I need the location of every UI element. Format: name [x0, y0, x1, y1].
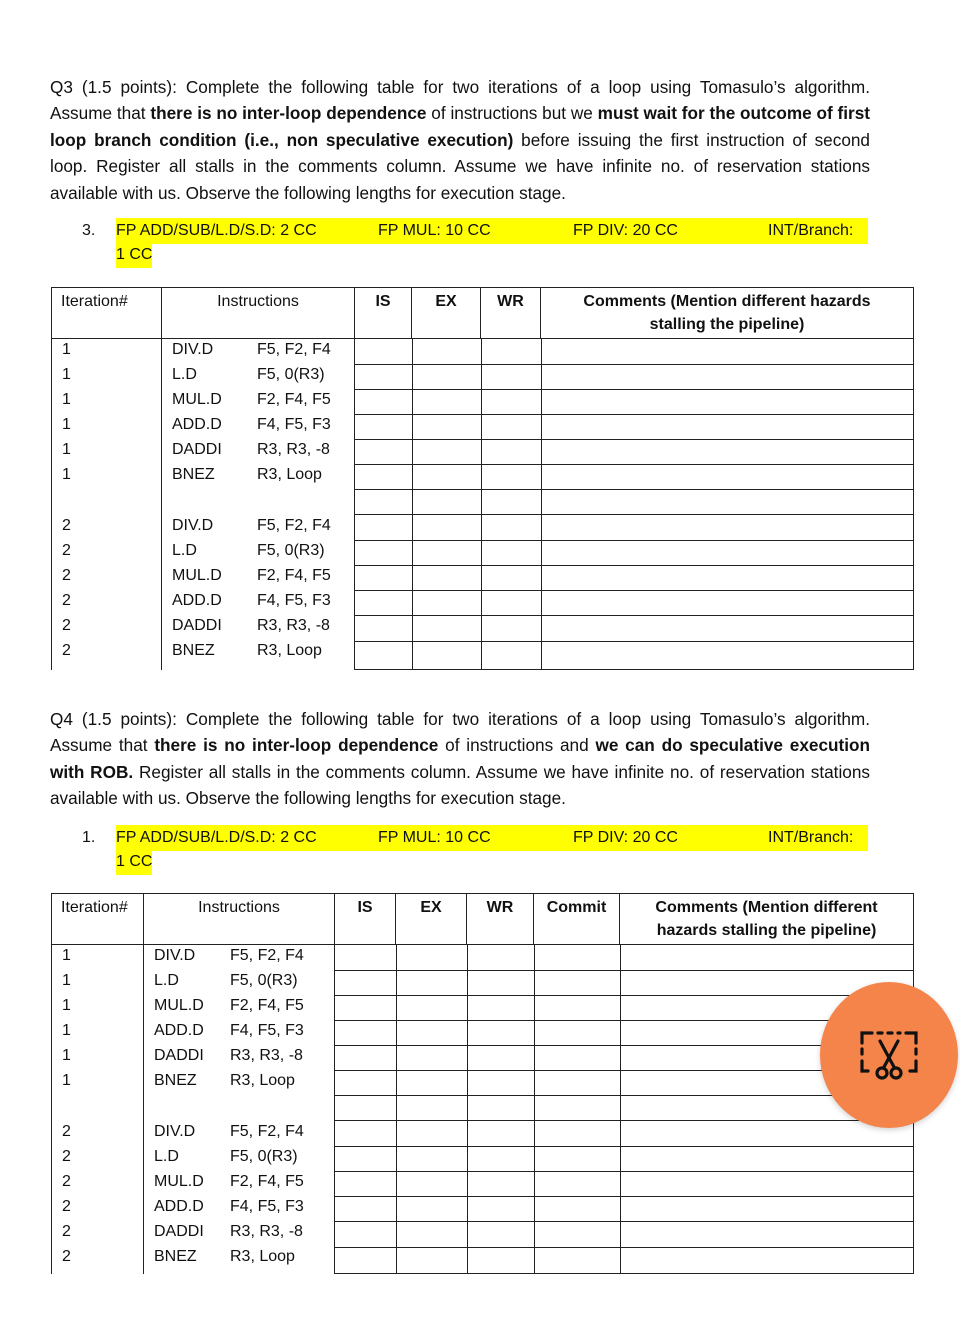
q4-paragraph: Q4 (1.5 points): Complete the following table for two iterations of a loop using Tomasulo’s algorithm. Assume that there is no inter-loop dependence of instructions and we can do speculative execution with ROB. Register all stalls in the comments column. Assume we have infinite no. of reservation stations available with us. Observe the following lengths for execution stage. — [50, 709, 871, 809]
q3-fp-mul-length: FP MUL: 10 CC — [378, 222, 491, 239]
q3-table: Iteration# Instructions IS EX WR Comments (Mention different hazards stalling the pipeline) 1 1 1 1 1 1 2 2 2 2 2 2 DIV.D F5, F2, F4 L.D F5, 0(R3) MUL.D F2, F4, F5 ADD.D F4, F5, F3 DADDI R3, R3, -8 BNEZ R3, Loop DIV.D F5, F2, F4 L.D F5, 0(R3) MUL.D F2, F4, F5 ADD.D F4, F5, F3 DADDI R3, R3, -8 BNEZ R3, Loop — [51, 287, 914, 670]
col-iteration: Iteration# — [52, 288, 162, 339]
col-is: IS — [357, 899, 373, 916]
col-is: IS — [375, 293, 391, 310]
q4-fp-add-length: FP ADD/SUB/L.D/S.D: 2 CC — [116, 829, 317, 846]
col-instructions: Instructions — [144, 894, 335, 945]
col-ex: EX — [420, 899, 442, 916]
col-comments: Comments (Mention different hazards stalling the pipeline) — [620, 894, 914, 945]
col-comments: Comments (Mention different hazards stalling the pipeline) — [541, 288, 914, 339]
col-iteration: Iteration# — [52, 894, 144, 945]
scissors-crop-icon — [858, 1027, 920, 1083]
col-ex: EX — [435, 293, 457, 310]
col-wr: WR — [486, 899, 514, 916]
q3-paragraph: Q3 (1.5 points): Complete the following table for two iterations of a loop using Tomasulo’s algorithm. Assume that there is no inter-loop dependence of instructions but we must wait for the outcome of first loop branch condition (i.e., non speculative execution) before issuing the first instruction of second loop. Register all stalls in the comments column. Assume we have infinite no. of reservation stations available with us. Observe the following lengths for execution stage. — [50, 77, 871, 203]
q4-label: Q4 (1.5 points): — [50, 709, 177, 729]
q4-fp-div-length: FP DIV: 20 CC — [573, 829, 678, 846]
q4-int-branch-length: INT/Branch: — [768, 829, 854, 846]
q3-fp-add-length: FP ADD/SUB/L.D/S.D: 2 CC — [116, 222, 317, 239]
q3-int-branch-length: INT/Branch: — [768, 222, 854, 239]
q3-fp-div-length: FP DIV: 20 CC — [573, 222, 678, 239]
q3-answer-grid[interactable] — [355, 339, 913, 669]
screenshot-crop-button[interactable] — [820, 982, 958, 1128]
col-commit: Commit — [546, 899, 607, 916]
q4-fp-mul-length: FP MUL: 10 CC — [378, 829, 491, 846]
col-instructions: Instructions — [162, 288, 355, 339]
q4-answer-grid[interactable] — [335, 945, 914, 1273]
q3-label: Q3 (1.5 points): — [50, 77, 177, 97]
q4-table: Iteration# Instructions IS EX WR Commit Comments (Mention different hazards stalling the pipeline) 1 1 1 1 1 1 2 2 2 2 2 2 DIV.D F5, F2, F4 L.D F5, 0(R3) MUL.D F2, F4, F5 ADD.D F4, F5, F3 DADDI R3, R3, -8 BNEZ R3, Loop DIV.D F5, F2, F4 L.D F5, 0(R3) MUL.D F2, F4, F5 ADD.D F4, F5, F3 DADDI R3, R3, -8 BNEZ R3, Loop — [51, 893, 914, 1274]
col-wr: WR — [497, 293, 524, 310]
